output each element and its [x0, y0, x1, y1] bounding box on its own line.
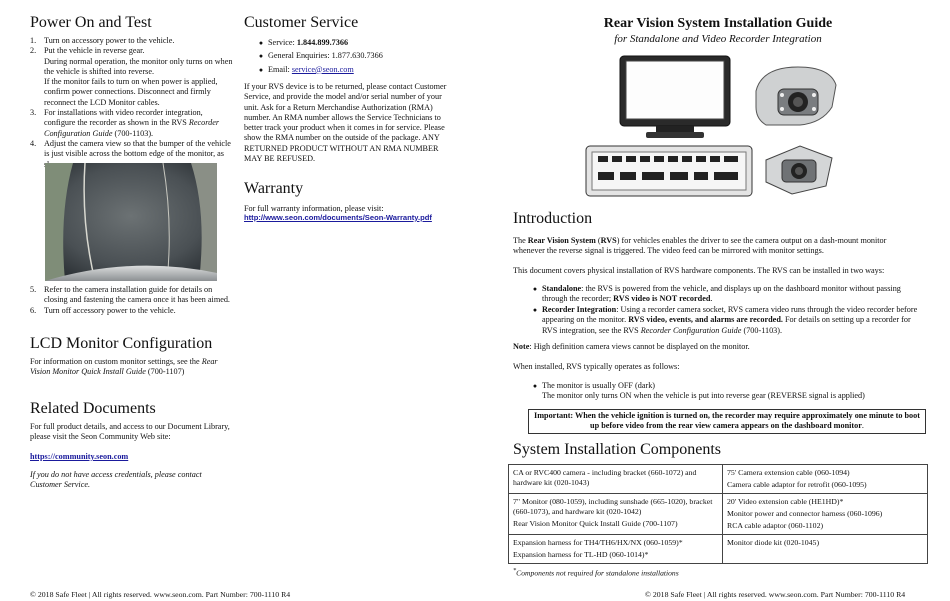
- warranty-link[interactable]: http://www.seon.com/documents/Seon-Warranty.pdf: [244, 213, 432, 222]
- standalone-item: ● Standalone: the RVS is powered from the vehicle, and displays up on the dashboard monitor without passing through the recorder; RVS video is NOT recorded.: [532, 284, 901, 304]
- related-note: If you do not have access credentials, please contact Customer Service.: [30, 470, 202, 490]
- related-text: For full product details, and access to our Document Library, please visit the Seon Community Web site:: [30, 422, 230, 442]
- power-step-1: 1. Turn on accessory power to the vehicle.: [30, 36, 175, 45]
- service-title: Customer Service: [244, 14, 359, 31]
- table-cell: Monitor diode kit (020-1045): [723, 535, 928, 564]
- intro-p3: When installed, RVS typically operates as follows:: [513, 362, 680, 371]
- power-steps: [30, 36, 235, 170]
- community-link[interactable]: https://community.seon.com: [30, 452, 129, 461]
- service-phone-item: ● Service: 1.844.899.7366: [258, 38, 349, 47]
- warranty-title: Warranty: [244, 180, 304, 197]
- dome-camera-image: [752, 63, 840, 140]
- guide-subtitle: for Standalone and Video Recorder Integration: [614, 33, 822, 45]
- power-title: Power On and Test: [30, 14, 152, 31]
- table-cell: 75' Camera extension cable (060-1094) Camera cable adaptor for retrofit (060-1095): [723, 465, 928, 494]
- service-general-item: ● General Enquiries: 1.877.630.7366: [258, 51, 383, 61]
- intro-title: Introduction: [513, 210, 593, 227]
- related-title: Related Documents: [30, 400, 156, 417]
- footer-left: © 2018 Safe Fleet | All rights reserved. www.seon.com. Part Number: 700-1110 R4: [30, 590, 291, 599]
- components-footnote: *Components not required for standalone installations: [513, 567, 679, 578]
- warranty-text: For full warranty information, please visit:: [244, 204, 384, 213]
- components-table: [508, 464, 928, 564]
- intro-note: Note: High definition camera views cannot be displayed on the monitor.: [513, 342, 750, 351]
- power-step-6: 6. Turn off accessory power to the vehicle.: [30, 305, 176, 315]
- power-step-4: 4. Adjust the camera view so that the bumper of the vehicle is just visible across the bottom edge of the monitor, as: [30, 138, 231, 159]
- camera-view-photo: [45, 163, 217, 281]
- table-cell: CA or RVC400 camera - including bracket (660-1072) and hardware kit (020-1043): [509, 465, 723, 494]
- intro-p1: The Rear Vision System (RVS) for vehicles enables the driver to see the camera output on a dash-mount monitor whenever the reverse signal is triggered. The video feed can be mirrored with monitor settings.: [513, 236, 887, 256]
- rma-text: If your RVS device is to be returned, please contact Customer Service, and provide the model and/or serial number of your unit. Ask for a Return Merchandise Authorization (RMA) number. An RMA number allows the Service Technicians to better track your product when it comes in for service. Please show the RMA number on the outside of the package. ANY RETURNED PRODUCT WITHOUT AN RMA NUMBER MAY BE REFUSED.: [244, 82, 447, 164]
- rear-camera-image: [760, 140, 836, 201]
- lcd-title: LCD Monitor Configuration: [30, 335, 213, 352]
- operation-item: ● The monitor is usually OFF (dark) The monitor only turns ON when the vehicle is put into reverse gear (REVERSE signal is applied): [532, 381, 865, 401]
- table-cell: 7" Monitor (080-1059), including sunshade (665-1020), bracket (660-1073), and hardware kit (020-1042) Rear Vision Monitor Quick Install Guide (700-1107): [509, 494, 723, 535]
- power-step-3: 3. For installations with video recorder integration, configure the recorder as shown in the RVS Recorder Configuration Guide (700-1103).: [30, 108, 220, 138]
- components-title: System Installation Components: [513, 441, 721, 458]
- power-step-5: 5. Refer to the camera installation guide for details on closing and fastening the camera once it has been aimed.: [30, 285, 230, 305]
- power-step-2: 2. Put the vehicle in reverse gear. During normal operation, the monitor only turns on when the vehicle is shifted into reverse. If the monitor fails to turn on when power is applied, confirm power connections. Disconnect and firmly reconnect the LCD Monitor cables.: [30, 46, 233, 107]
- table-row: [509, 465, 928, 494]
- recorder-image: [584, 142, 754, 205]
- table-row: [509, 535, 928, 564]
- power-steps-after: [30, 285, 235, 316]
- service-list: [254, 38, 449, 75]
- guide-title: Rear Vision System Installation Guide: [603, 16, 833, 31]
- email-link[interactable]: service@seon.com: [291, 64, 354, 74]
- table-cell: Expansion harness for TH4/TH6/HX/NX (060-1059)* Expansion harness for TL-HD (060-1014)*: [509, 535, 723, 564]
- service-email-item: ● Email: service@seon.com: [258, 64, 354, 74]
- table-row: [509, 494, 928, 535]
- intro-p2: This document covers physical installation of RVS hardware components. The RVS can be installed in two ways:: [513, 266, 885, 275]
- recorder-integration-item: ● Recorder Integration: Using a recorder camera socket, RVS camera video runs through the video recorder before appearing on the monitor. RVS video, events, and alarms are recorded. For details on setting up a recorder for RVS integration, see the RVS Recorder Configuration Guide (700-1103).: [532, 305, 918, 335]
- monitor-image: [616, 54, 734, 145]
- footer-right: © 2018 Safe Fleet | All rights reserved. www.seon.com. Part Number: 700-1110 R4: [645, 590, 906, 599]
- lcd-text: For information on custom monitor settings, see the Rear Vision Monitor Quick Install Guide (700-1107): [30, 357, 218, 377]
- table-cell: 20' Video extension cable (HE1HD)* Monitor power and connector harness (060-1096) RCA cable adaptor (060-1102): [723, 494, 928, 535]
- important-box: Important: When the vehicle ignition is turned on, the recorder may require approximately one minute to boot up before video from the rear view camera appears on the dashboard monitor.: [528, 409, 926, 434]
